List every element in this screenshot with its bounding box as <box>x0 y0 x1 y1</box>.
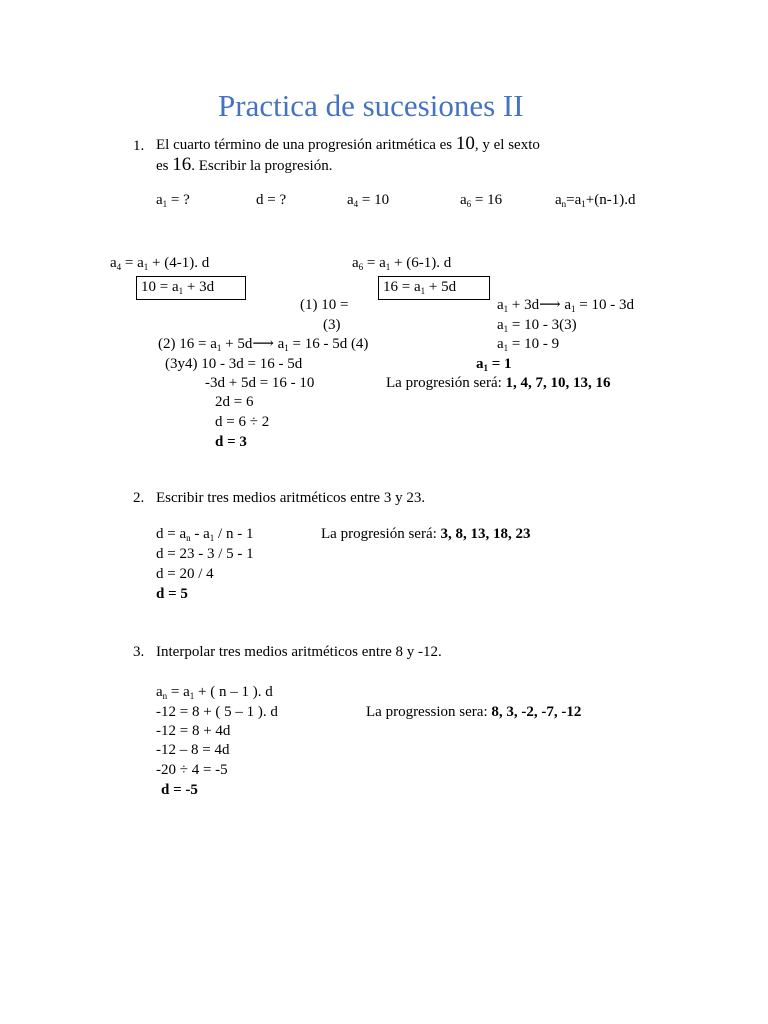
given-a6: $a_6 = 16$ <box>460 192 503 209</box>
combined-equation: (3y4) 10 - 3d = 16 - 5d <box>165 356 303 372</box>
equation-2: (2) $16 = a_1$ + 5d⟶ $a_1 = 16 - 5d$ (4) <box>158 336 369 353</box>
a6-equation: $a_6 = a_1 + (6-1)$. d <box>352 255 452 272</box>
solve-a1-step-3: $a_1 = 10 - 9$ <box>497 336 560 353</box>
a1-result: $a_1 = 1$ <box>476 356 512 373</box>
problem-3-step-2: -12 = 8 + 4d <box>156 723 231 739</box>
given-d: d = ? <box>256 192 287 208</box>
problem-1-statement-line-2: es 16. Escribir la progresión. <box>156 154 333 175</box>
solve-a1-step-1: $a_1$ + 3d⟶ $a_1 = 10 - 3d$ <box>497 297 635 314</box>
problem-2-number: 2. <box>133 490 145 506</box>
equation-3-label: (3) <box>323 317 341 333</box>
problem-1-number: 1. <box>133 138 145 154</box>
problem-3-step-1: -12 = 8 + ( 5 – 1 ). d <box>156 704 278 720</box>
step-3: d = 6 ÷ 2 <box>215 414 270 430</box>
sixth-term-value: 16 <box>172 154 192 175</box>
page-title: Practica de sucesiones II <box>218 88 524 123</box>
d-result-1: d = 3 <box>215 434 247 450</box>
general-term-formula: $a_n=a_1+(n-1).d$ <box>555 192 636 209</box>
problem-3-number: 3. <box>133 644 145 660</box>
progression-result-2: La progresión será: 3, 8, 13, 18, 23 <box>321 526 531 542</box>
given-a1: $a_1$ = ? <box>156 192 190 209</box>
boxed-equation-1: $10 = a_1 + 3d$ <box>141 279 215 296</box>
solve-a1-step-2: $a_1 = 10 - 3(3)$ <box>497 317 577 334</box>
progression-result-3: La progression sera: 8, 3, -2, -7, -12 <box>366 704 582 720</box>
fourth-term-value: 10 <box>455 133 475 154</box>
difference-formula: $d = a_n - a_1 / n - 1$ <box>156 526 254 543</box>
problem-3-step-3: -12 – 8 = 4d <box>156 742 230 758</box>
problem-2-step-2: d = 20 / 4 <box>156 566 214 582</box>
boxed-equation-2: $16 = a_1 + 5d$ <box>383 279 457 296</box>
problem-3-step-4: -20 ÷ 4 = -5 <box>156 762 228 778</box>
a4-equation: $a_4 = a_1 + (4-1)$. d <box>110 255 210 272</box>
general-term-formula-2: $a_n = a_1$ + ( n – 1 ). d <box>156 684 273 701</box>
problem-2-step-1: d = 23 - 3 / 5 - 1 <box>156 546 254 562</box>
progression-result-1: La progresión será: 1, 4, 7, 10, 13, 16 <box>386 375 611 391</box>
equation-1-label: (1) 10 = <box>300 297 349 313</box>
problem-3-heading: Interpolar tres medios aritméticos entre 8 y -12. <box>156 644 442 660</box>
problem-1-statement-line-1: El cuarto término de una progresión aritmética es 10, y el sexto <box>156 133 540 154</box>
step-1: -3d + 5d = 16 - 10 <box>205 375 315 391</box>
step-2: 2d = 6 <box>215 394 254 410</box>
problem-2-heading: Escribir tres medios aritméticos entre 3 y 23. <box>156 490 426 506</box>
given-a4: $a_4 = 10$ <box>347 192 390 209</box>
d-result-2: d = 5 <box>156 586 188 602</box>
d-result-3: d = -5 <box>161 782 198 798</box>
